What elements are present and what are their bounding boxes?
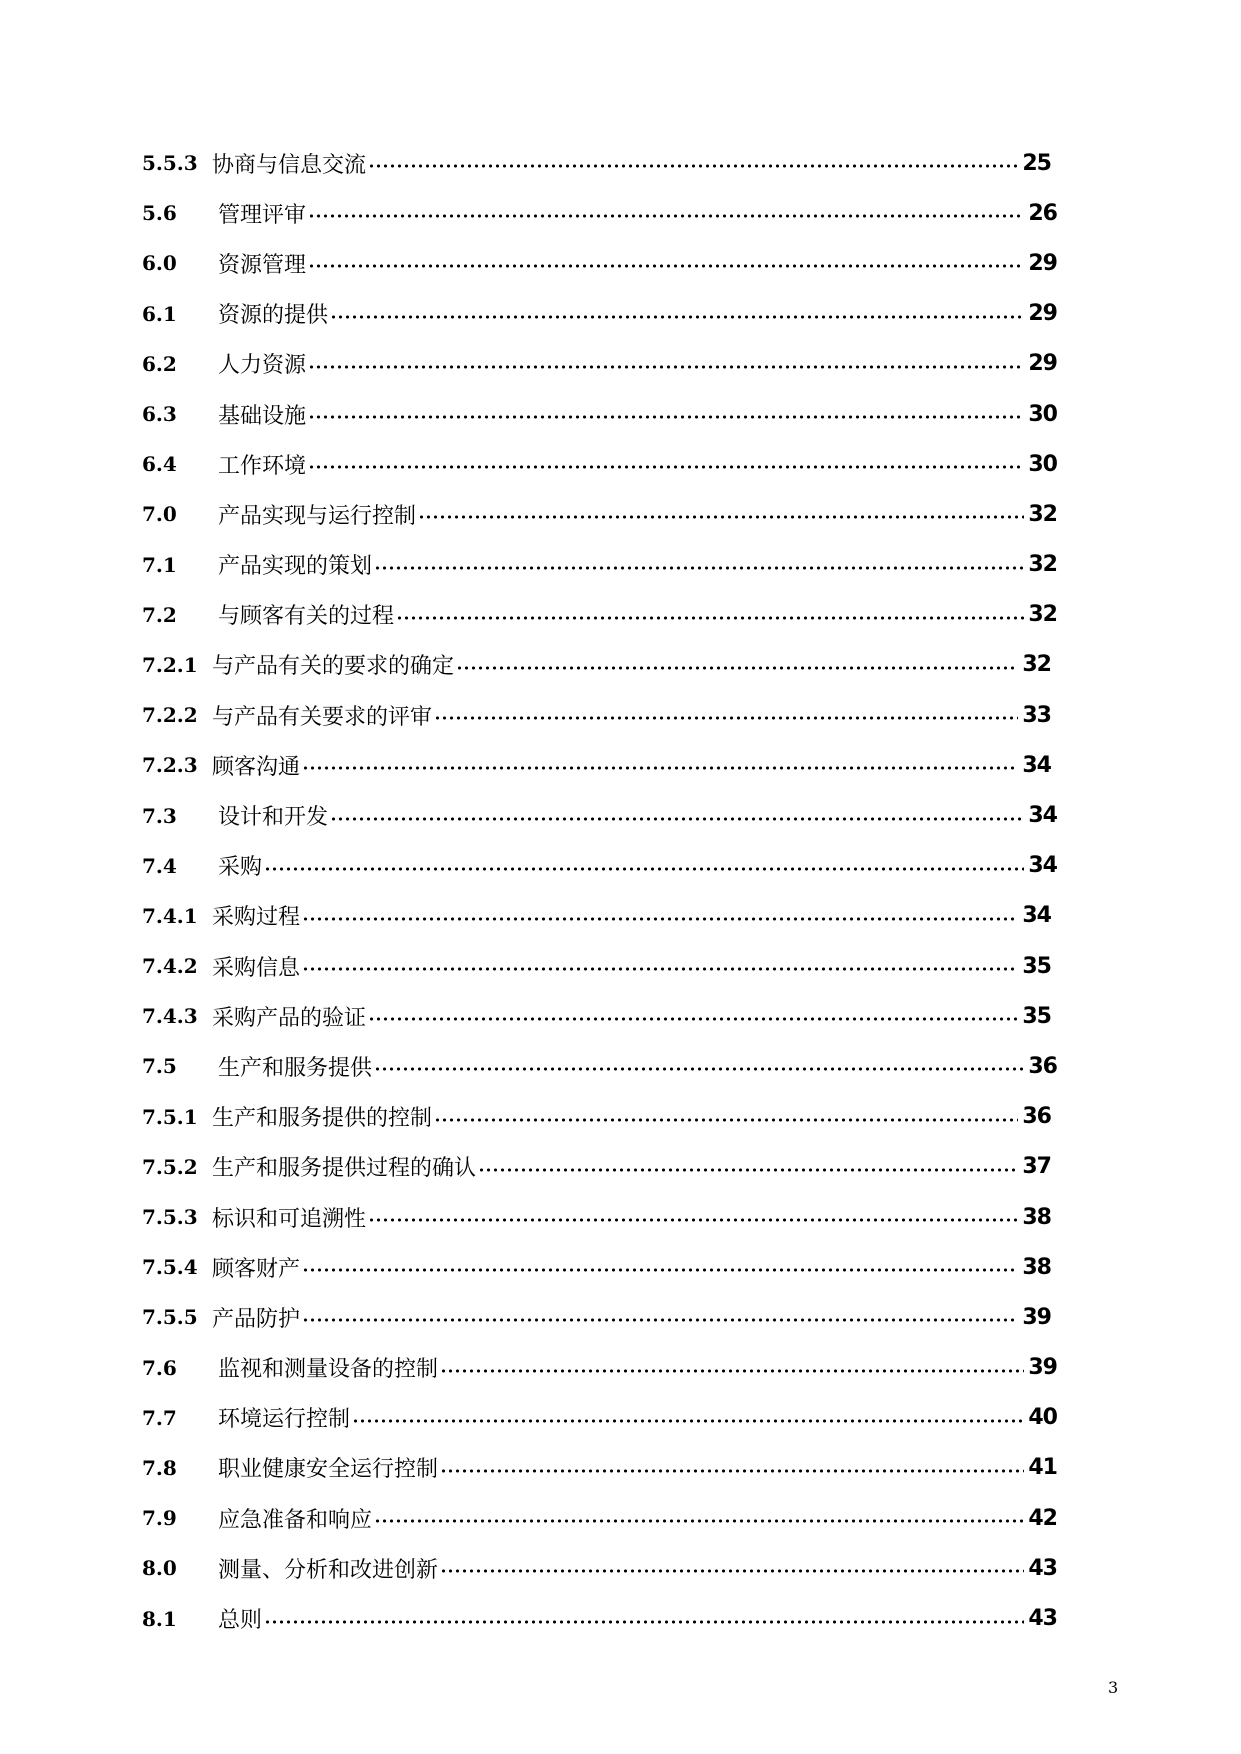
dot-leader [302, 1318, 1018, 1322]
toc-entry[interactable] [142, 1092, 1057, 1142]
dot-leader [434, 1118, 1018, 1122]
dot-leader [374, 566, 1024, 570]
toc-entry-number: 7.2.3 [142, 753, 198, 778]
toc-entry[interactable] [142, 690, 1057, 740]
toc-entry[interactable] [142, 790, 1057, 840]
toc-entry[interactable] [142, 1242, 1057, 1292]
dot-leader [308, 365, 1024, 369]
toc-entry-title: 人力资源 [218, 353, 307, 379]
page-number: 3 [1108, 1678, 1119, 1697]
toc-entry-number: 7.1 [142, 552, 177, 577]
toc-entry-number: 7.2.2 [142, 703, 198, 728]
toc-entry-number: 7.3 [142, 803, 177, 828]
toc-entry-number: 7.6 [142, 1355, 177, 1380]
dot-leader [330, 817, 1024, 821]
toc-entry-page: 40 [1028, 1405, 1057, 1431]
toc-entry-title: 生产和服务提供的控制 [212, 1106, 433, 1132]
toc-entry-number: 6.2 [142, 351, 177, 376]
toc-entry[interactable] [142, 1292, 1057, 1342]
toc-entry[interactable] [142, 1443, 1057, 1493]
toc-entry-title: 与产品有关要求的评审 [212, 704, 433, 730]
toc-entry[interactable] [142, 1593, 1057, 1643]
toc-entry[interactable] [142, 941, 1057, 991]
toc-entry-number: 8.1 [142, 1606, 177, 1631]
toc-entry-title: 产品防护 [212, 1306, 301, 1332]
toc-entry-number: 5.5.3 [142, 151, 198, 176]
toc-entry-title: 标识和可追溯性 [212, 1206, 367, 1232]
dot-leader [440, 1469, 1024, 1473]
toc-entry[interactable] [142, 389, 1057, 439]
toc-entry-title: 测量、分析和改进创新 [218, 1557, 439, 1583]
toc-entry-number: 7.7 [142, 1405, 177, 1430]
toc-entry-title: 监视和测量设备的控制 [218, 1357, 439, 1383]
toc-entry[interactable] [142, 540, 1057, 590]
toc-entry[interactable] [142, 1192, 1057, 1242]
toc-entry[interactable] [142, 339, 1057, 389]
toc-entry[interactable] [142, 590, 1057, 640]
toc-entry-page: 29 [1028, 301, 1057, 327]
toc-entry-title: 职业健康安全运行控制 [218, 1457, 439, 1483]
toc-entry-page: 25 [1022, 150, 1051, 176]
toc-entry-number: 6.4 [142, 452, 177, 477]
toc-entry-number: 8.0 [142, 1556, 177, 1581]
toc-entry-page: 32 [1022, 652, 1051, 678]
toc-entry-title: 生产和服务提供过程的确认 [212, 1156, 477, 1182]
dot-leader [302, 766, 1018, 770]
dot-leader [440, 1369, 1024, 1373]
toc-entry-title: 协商与信息交流 [212, 152, 367, 178]
toc-entry[interactable] [142, 1543, 1057, 1593]
toc-entry-page: 37 [1022, 1154, 1051, 1180]
toc-entry-title: 应急准备和响应 [218, 1507, 373, 1533]
toc-entry-title: 工作环境 [218, 453, 307, 479]
dot-leader [308, 214, 1024, 218]
toc-entry[interactable] [142, 1142, 1057, 1192]
toc-entry-title: 管理评审 [218, 202, 307, 228]
toc-entry-number: 7.4.3 [142, 1004, 198, 1029]
dot-leader [374, 1519, 1024, 1523]
toc-entry-page: 42 [1028, 1505, 1057, 1531]
dot-leader [264, 1620, 1024, 1624]
toc-entry-number: 6.0 [142, 251, 177, 276]
toc-entry-page: 38 [1022, 1204, 1051, 1230]
toc-entry-number: 7.5 [142, 1054, 177, 1079]
toc-entry-page: 38 [1022, 1254, 1051, 1280]
toc-entry-title: 产品实现的策划 [218, 554, 373, 580]
toc-entry-page: 36 [1022, 1104, 1051, 1130]
toc-entry-number: 7.4.2 [142, 954, 198, 979]
toc-entry-title: 顾客沟通 [212, 754, 301, 780]
dot-leader [264, 867, 1024, 871]
toc-entry-title: 产品实现与运行控制 [218, 503, 417, 529]
toc-entry-page: 26 [1028, 200, 1057, 226]
toc-entry[interactable] [142, 489, 1057, 539]
dot-leader [308, 415, 1024, 419]
dot-leader [374, 1067, 1024, 1071]
toc-entry-page: 32 [1028, 552, 1057, 578]
toc-entry-title: 采购产品的验证 [212, 1005, 367, 1031]
toc-entry[interactable] [142, 289, 1057, 339]
dot-leader [368, 1218, 1018, 1222]
toc-entry-page: 35 [1022, 953, 1051, 979]
toc-entry[interactable] [142, 1393, 1057, 1443]
dot-leader [434, 716, 1018, 720]
toc-entry[interactable] [142, 841, 1057, 891]
dot-leader [478, 1168, 1018, 1172]
dot-leader [368, 1017, 1018, 1021]
toc-entry-number: 7.8 [142, 1455, 177, 1480]
toc-entry-page: 41 [1028, 1455, 1057, 1481]
toc-entry-number: 7.4.1 [142, 903, 198, 928]
dot-leader [418, 515, 1024, 519]
toc-entry[interactable] [142, 439, 1057, 489]
toc-entry-title: 与顾客有关的过程 [218, 604, 395, 630]
dot-leader [396, 616, 1024, 620]
dot-leader [330, 315, 1024, 319]
dot-leader [456, 666, 1018, 670]
toc-entry[interactable] [142, 1041, 1057, 1091]
toc-entry-title: 总则 [218, 1608, 263, 1634]
toc-entry-title: 与产品有关的要求的确定 [212, 654, 455, 680]
dot-leader [368, 164, 1018, 168]
toc-entry[interactable] [142, 1493, 1057, 1543]
toc-entry[interactable] [142, 740, 1057, 790]
toc-entry[interactable] [142, 238, 1057, 288]
toc-entry-number: 7.2.1 [142, 652, 198, 677]
toc-entry-page: 39 [1028, 1355, 1057, 1381]
toc-entry-title: 资源的提供 [218, 303, 329, 329]
dot-leader [302, 917, 1018, 921]
toc-entry-number: 7.2 [142, 602, 177, 627]
dot-leader [308, 264, 1024, 268]
dot-leader [302, 967, 1018, 971]
toc-entry[interactable] [142, 640, 1057, 690]
toc-entry-number: 7.9 [142, 1506, 177, 1531]
toc-entry-page: 39 [1022, 1304, 1051, 1330]
toc-entry-title: 采购信息 [212, 955, 301, 981]
toc-entry-page: 29 [1028, 351, 1057, 377]
toc-entry-page: 43 [1028, 1606, 1057, 1632]
toc-entry-page: 36 [1028, 1053, 1057, 1079]
toc-entry-page: 30 [1028, 401, 1057, 427]
toc-entry-page: 29 [1028, 250, 1057, 276]
toc-entry-title: 顾客财产 [212, 1256, 301, 1282]
toc-entry-number: 5.6 [142, 201, 177, 226]
toc-entry-title: 设计和开发 [218, 805, 329, 831]
toc-entry-title: 资源管理 [218, 252, 307, 278]
toc-entry-title: 采购过程 [212, 905, 301, 931]
toc-entry-title: 采购 [218, 855, 263, 881]
toc-entry-number: 7.4 [142, 853, 177, 878]
toc-entry-number: 6.3 [142, 402, 177, 427]
table-of-contents [142, 138, 1057, 1644]
toc-entry-page: 34 [1028, 803, 1057, 829]
toc-entry-page: 35 [1022, 1003, 1051, 1029]
toc-entry-page: 34 [1022, 752, 1051, 778]
dot-leader [352, 1419, 1024, 1423]
toc-entry-title: 生产和服务提供 [218, 1055, 373, 1081]
dot-leader [302, 1268, 1018, 1272]
toc-entry-page: 33 [1022, 702, 1051, 728]
toc-entry-page: 32 [1028, 602, 1057, 628]
toc-entry[interactable] [142, 891, 1057, 941]
toc-entry-page: 34 [1028, 853, 1057, 879]
toc-entry[interactable] [142, 138, 1057, 188]
toc-entry-number: 7.5.3 [142, 1205, 198, 1230]
toc-entry-page: 34 [1022, 903, 1051, 929]
toc-entry-number: 7.5.4 [142, 1255, 198, 1280]
toc-entry[interactable] [142, 1343, 1057, 1393]
toc-entry-number: 7.5.2 [142, 1154, 198, 1179]
dot-leader [440, 1569, 1024, 1573]
dot-leader [308, 465, 1024, 469]
toc-entry[interactable] [142, 991, 1057, 1041]
toc-entry-page: 32 [1028, 501, 1057, 527]
toc-entry-number: 6.1 [142, 301, 177, 326]
toc-entry[interactable] [142, 188, 1057, 238]
toc-entry-number: 7.0 [142, 502, 177, 527]
toc-entry-number: 7.5.5 [142, 1305, 198, 1330]
toc-entry-number: 7.5.1 [142, 1104, 198, 1129]
toc-entry-title: 环境运行控制 [218, 1407, 351, 1433]
toc-entry-title: 基础设施 [218, 403, 307, 429]
toc-entry-page: 43 [1028, 1555, 1057, 1581]
toc-entry-page: 30 [1028, 451, 1057, 477]
